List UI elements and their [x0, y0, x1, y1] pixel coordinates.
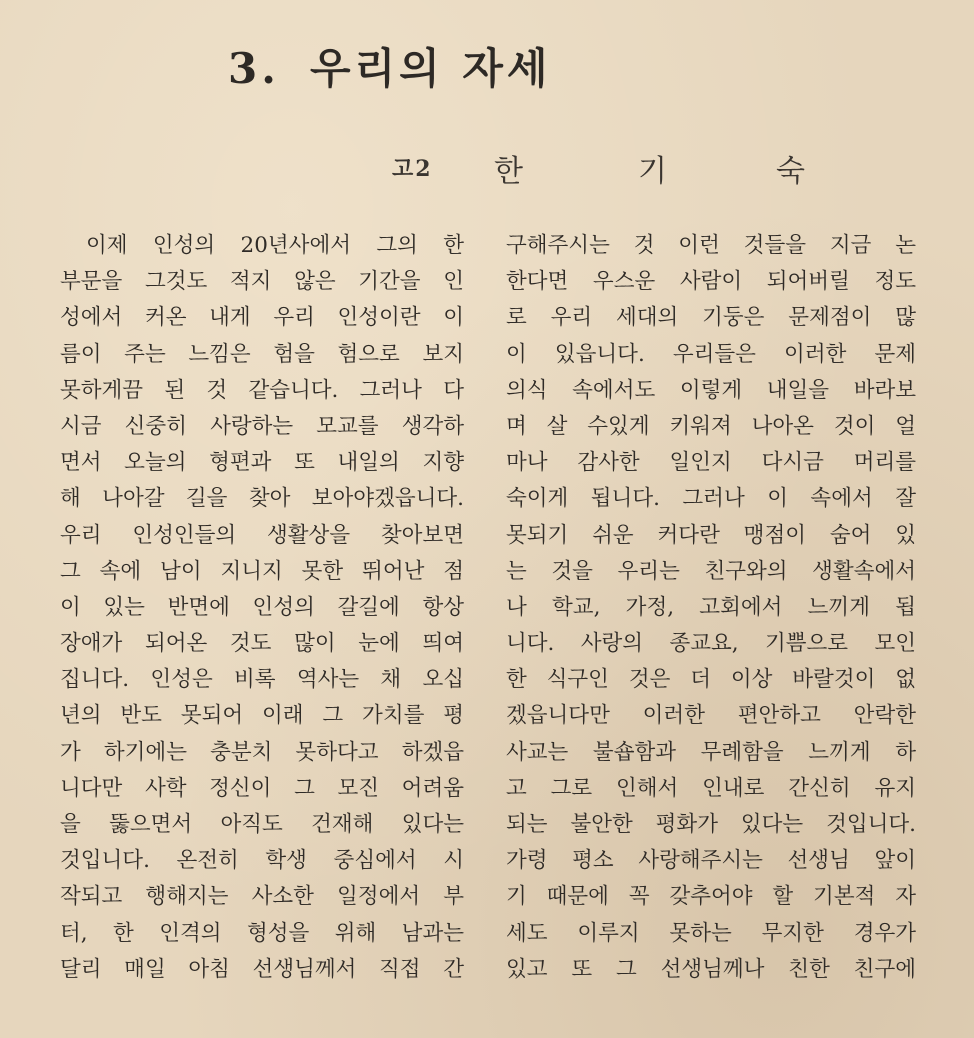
text-line: 면서 오늘의 형편과 또 내일의 지향	[60, 450, 464, 476]
text-line: 성에서 커온 내게 우리 인성이란 이	[60, 305, 464, 331]
text-line: 나 학교, 가정, 고회에서 느끼게 됩	[506, 594, 916, 620]
text-line: 한다면 우스운 사람이 되어버릴 정도	[506, 269, 916, 295]
text-line: 사교는 불숍함과 무례함을 느끼게 하	[506, 739, 916, 765]
text-line: 이 있는 반면에 인성의 갈길에 항상	[60, 594, 464, 620]
text-line: 시금 신중히 사랑하는 모교를 생각하	[60, 413, 464, 439]
text-line: 로 우리 세대의 기둥은 문제점이 많	[506, 305, 916, 331]
text-line: 마나 감사한 일인지 다시금 머리를	[506, 450, 916, 476]
text-line: 이제 인성의 20년사에서 그의 한	[86, 233, 464, 258]
left-column	[60, 228, 464, 988]
text-line: 며 살 수있게 키워져 나아온 것이 얼	[506, 413, 916, 439]
text-line: 을 뚫으면서 아직도 건재해 있다는	[60, 812, 464, 837]
text-line: 구해주시는 것 이런 것들을 지금 논	[506, 233, 916, 258]
author-grade: 고2	[392, 156, 433, 182]
text-line: 못되기 쉬운 커다란 맹점이 숨어 있	[506, 522, 916, 548]
text-line: 작되고 행해지는 사소한 일정에서 부	[60, 884, 464, 910]
text-line: 세도 이루지 못하는 무지한 경우가	[506, 920, 916, 946]
text-line: 이 있읍니다. 우리들은 이러한 문제	[506, 341, 916, 367]
author-name-char: 숙	[776, 154, 805, 189]
text-line: 것입니다. 온전히 학생 중심에서 시	[60, 848, 464, 874]
text-line: 부문을 그것도 적지 않은 기간을 인	[60, 269, 464, 295]
text-line: 해 나아갈 길을 찾아 보아야겠읍니다.	[60, 486, 464, 512]
author-name-char: 기	[638, 154, 667, 189]
title-number: 3.	[228, 44, 280, 93]
text-line: 있고 또 그 선생님께나 친한 친구에	[506, 956, 916, 982]
text-line: 집니다. 인성은 비록 역사는 채 오십	[60, 667, 464, 693]
text-line: 는 것을 우리는 친구와의 생활속에서	[506, 558, 916, 584]
text-line: 장애가 되어온 것도 많이 눈에 띄여	[60, 631, 464, 657]
title-text: 우리의 자세	[310, 44, 552, 93]
text-line: 겠읍니다만 이러한 편안하고 안락한	[506, 703, 916, 729]
text-line: 숙이게 됩니다. 그러나 이 속에서 잘	[506, 486, 916, 512]
text-line: 달리 매일 아침 선생님께서 직접 간	[60, 956, 464, 982]
text-line: 못하게끔 된 것 같습니다. 그러나 다	[60, 377, 464, 403]
text-line: 한 식구인 것은 더 이상 바랄것이 없	[506, 667, 916, 693]
text-line: 니다. 사랑의 종교요, 기쁨으로 모인	[506, 631, 916, 657]
text-line: 가령 평소 사랑해주시는 선생님 앞이	[506, 848, 916, 874]
text-line: 의식 속에서도 이렇게 내일을 바라보	[506, 377, 916, 403]
text-line: 기 때문에 꼭 갖추어야 할 기본적 자	[506, 884, 916, 910]
text-line: 가 하기에는 충분치 못하다고 하겠읍	[60, 739, 464, 765]
text-line: 름이 주는 느낌은 험을 험으로 보지	[60, 341, 464, 367]
author-name-char: 한	[494, 154, 523, 189]
text-line: 니다만 사학 정신이 그 모진 어려움	[60, 775, 464, 801]
text-line: 터, 한 인격의 형성을 위해 남과는	[60, 920, 464, 946]
text-line: 년의 반도 못되어 이래 그 가치를 평	[60, 703, 464, 729]
article-title	[228, 36, 728, 106]
text-line: 우리 인성인들의 생활상을 찾아보면	[60, 522, 464, 548]
text-line: 되는 불안한 평화가 있다는 것입니다.	[506, 812, 916, 837]
right-column	[506, 228, 916, 988]
text-line: 고 그로 인해서 인내로 간신히 유지	[506, 775, 916, 801]
text-line: 그 속에 남이 지니지 못한 뛰어난 점	[60, 558, 464, 584]
